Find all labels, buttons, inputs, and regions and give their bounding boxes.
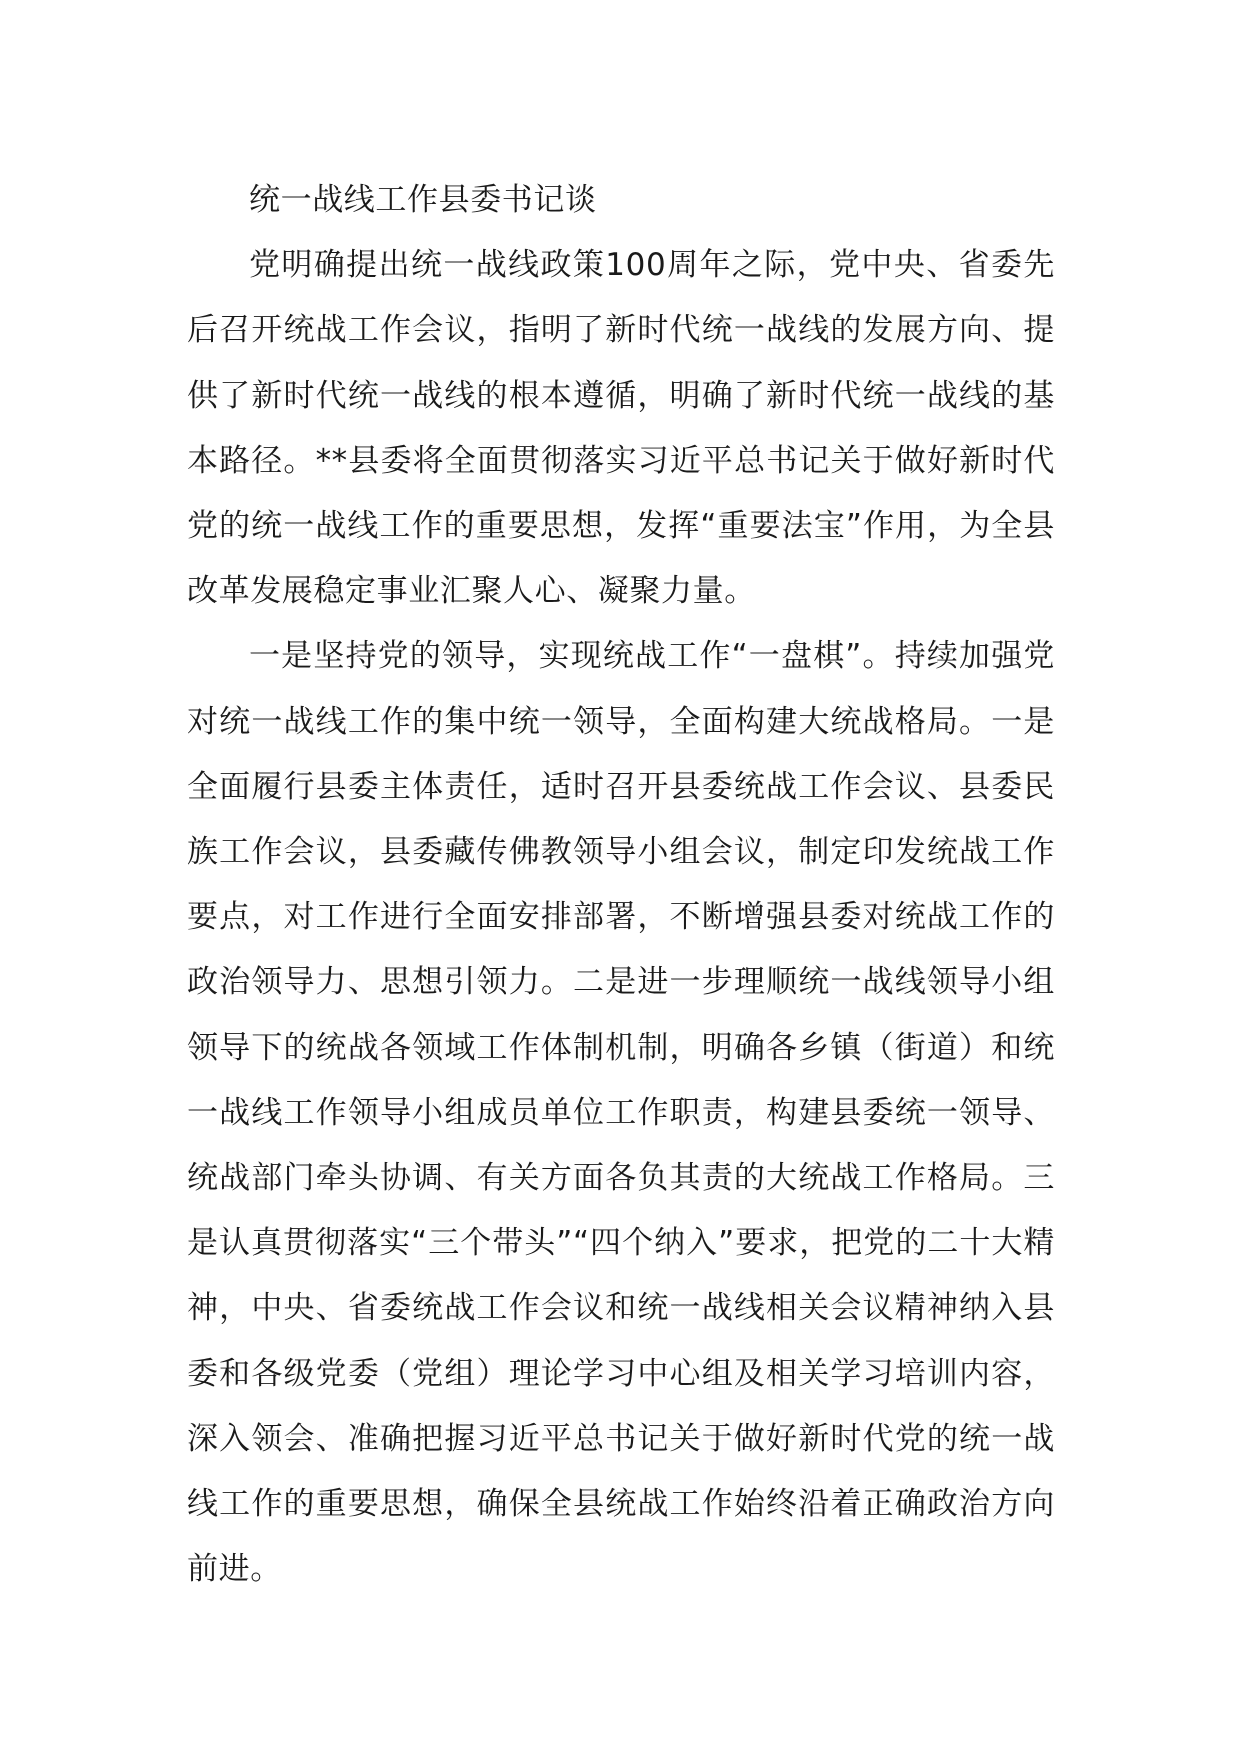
document-title: 统一战线工作县委书记谈 [249, 182, 597, 218]
document-body [187, 168, 1055, 1602]
paragraph-intro: 党明确提出统一战线政策100周年之际，党中央、省委先后召开统战工作会议，指明了新时代统一战线的发展方向、提供了新时代统一战线的根本遵循，明确了新时代统一战线的基本路径。**县委将全面贯彻落实习近平总书记关于做好新时代党的统一战线工作的重要思想，发挥“重要法宝”作用，为全县改革发展稳定事业汇聚人心、凝聚力量。 [187, 247, 1055, 610]
paragraph-point-one: 一是坚持党的领导，实现统战工作“一盘棋”。持续加强党对统一战线工作的集中统一领导，全面构建大统战格局。一是全面履行县委主体责任，适时召开县委统战工作会议、县委民族工作会议，县委藏传佛教领导小组会议，制定印发统战工作要点，对工作进行全面安排部署，不断增强县委对统战工作的政治领导力、思想引领力。二是进一步理顺统一战线领导小组领导下的统战各领域工作体制机制，明确各乡镇（街道）和统一战线工作领导小组成员单位工作职责，构建县委统一领导、统战部门牵头协调、有关方面各负其责的大统战工作格局。三是认真贯彻落实“三个带头”“四个纳入”要求，把党的二十大精神，中央、省委统战工作会议和统一战线相关会议精神纳入县委和各级党委（党组）理论学习中心组及相关学习培训内容，深入领会、准确把握习近平总书记关于做好新时代党的统一战线工作的重要思想，确保全县统战工作始终沿着正确政治方向前进。 [187, 638, 1055, 1588]
